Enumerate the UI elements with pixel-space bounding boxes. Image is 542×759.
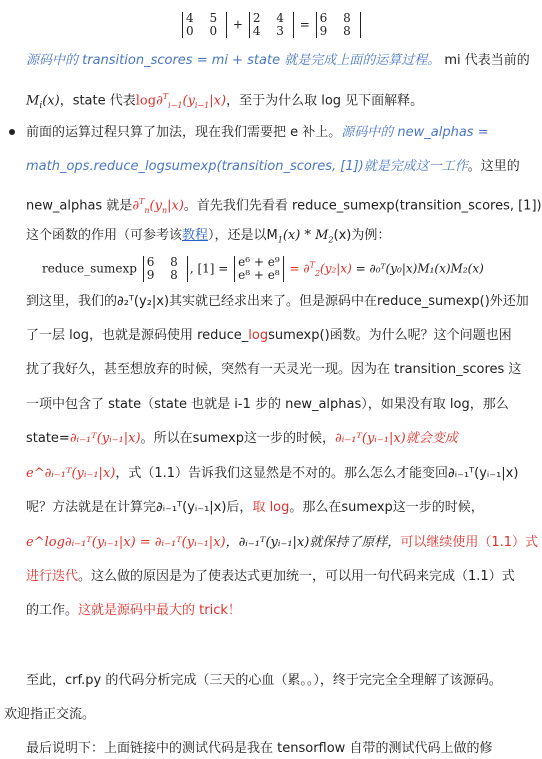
take-log: 取 log bbox=[252, 500, 290, 515]
matrix-equation bbox=[180, 12, 363, 38]
math-Mx: (x) bbox=[42, 93, 60, 109]
bullet-line10 bbox=[26, 465, 518, 483]
para1-tail: ，至于为什么取 log 见下面解释。 bbox=[226, 93, 424, 109]
eq-partial: = ∂ bbox=[289, 261, 310, 276]
eq-exp-matrix bbox=[234, 256, 284, 282]
math-yn: (y bbox=[149, 198, 162, 214]
eq-arg: , [1] bbox=[189, 261, 215, 276]
eq-matrix-row1: 6 8 bbox=[146, 255, 184, 269]
eq-result: = ∂₀ᵀ(y₀|x)M₁(x)M₂(x) bbox=[355, 261, 484, 276]
bullet-line9 bbox=[26, 430, 458, 448]
bullet-blue-code: math_ops.reduce_logsumexp(transition_scores, [1])就是完成这一工作 bbox=[26, 159, 468, 174]
bullet-line11 bbox=[26, 499, 484, 517]
bullet-line7: 扰了我好久，甚至想放弃的时候，突然有一天灵光一现。因为在 transition_scores 这 bbox=[26, 362, 522, 377]
method-text: 呢？方法就是在计算完∂ᵢ₋₁ᵀ(yᵢ₋₁|x)后， bbox=[26, 500, 253, 515]
iterate-text2: 进行迭代 bbox=[26, 569, 79, 584]
exp-log-eq: e^log∂ᵢ₋₁ᵀ(yᵢ₋₁|x) = ∂ᵢ₋₁ᵀ(yᵢ₋₁|x) bbox=[26, 535, 226, 550]
outro-line1: 至此，crf.py 的代码分析完成（三天的心血（累。。），终于完完全全理解了该源码。 bbox=[26, 673, 502, 688]
eq-y2: (y₂|x) bbox=[320, 261, 352, 276]
bullet-text: 前面的运算过程只算了加法，现在我们需要把 e 补上。 bbox=[26, 125, 342, 140]
math-M1M2: (x) * M bbox=[282, 228, 329, 243]
math-M: M bbox=[26, 93, 40, 109]
math-y: (y bbox=[182, 93, 195, 109]
plus-sign: + bbox=[232, 17, 243, 32]
tutorial-link[interactable]: 教程 bbox=[182, 228, 209, 243]
trick-text: 这就是源码中最大的 trick！ bbox=[78, 603, 241, 618]
bullet-line8: 一项中包含了 state（state 也就是 i-1 步的 new_alphas），如果没有取 log，那么 bbox=[26, 397, 509, 412]
log-text1: 了一层 log，也就是源码使用 reduce_ bbox=[26, 328, 249, 343]
equals-sign: = bbox=[299, 17, 310, 32]
example-text: ），还是以M bbox=[208, 228, 278, 243]
matrix-c-row2: 9 8 bbox=[319, 24, 357, 38]
matrix-a bbox=[182, 12, 227, 38]
bullet-line14 bbox=[26, 602, 241, 620]
math-x: |x) bbox=[209, 93, 227, 109]
math-x2: |x) bbox=[167, 198, 184, 214]
wrong-text: ，式（1.1）告诉我们这显然是不对的。那么怎么才能变回∂ᵢ₋₁ᵀ(yᵢ₋₁|x) bbox=[115, 466, 519, 481]
method-tail: 。那么在sumexp这一步的时候， bbox=[289, 500, 484, 515]
log-highlight: log bbox=[248, 328, 269, 343]
outro-line3: 最后说明下：上面链接中的测试代码是我在 tensorflow 自带的测试代码上做的修 bbox=[26, 741, 493, 756]
bullet-line2 bbox=[26, 158, 520, 176]
iterate-text: 可以继续使用（1.1）式 bbox=[400, 535, 539, 550]
becomes-text: ∂ᵢ₋₁ᵀ(yᵢ₋₁|x)就会变成 bbox=[335, 431, 458, 446]
new-alphas-text: new_alphas 就是 bbox=[26, 198, 133, 214]
para1-text: mi 代表当前的 bbox=[444, 53, 530, 68]
sumexp-equation: reduce_sumexp 6 8 9 8 , [1] = e⁶ + e⁹ e⁸ + e⁸ = ∂$^T_2$(y₂|x) = ∂₀ᵀ(y₀|x)M₁(x)M₂(x) bbox=[42, 255, 484, 282]
eq-func: reduce_sumexp bbox=[42, 261, 137, 276]
para1-blue-text: 源码中的 transition_scores = mi + state 就是完成上面的运算过程。 bbox=[26, 53, 441, 68]
bullet-line5: 到这里，我们的∂₂ᵀ(y₂|x)其实就已经求出来了。但是源码中在reduce_sumexp()外还加 bbox=[26, 294, 529, 309]
outro-line2: 欢迎指正交流。 bbox=[4, 707, 96, 722]
eq-exp-row1: e⁶ + e⁹ bbox=[238, 255, 280, 269]
matrix-b-row1: 2 4 bbox=[252, 11, 290, 25]
matrix-a-row1: 4 5 bbox=[186, 11, 224, 25]
bullet-line13 bbox=[26, 568, 515, 586]
work-text: 的工作。 bbox=[26, 603, 79, 618]
exp-partial: e^∂ᵢ₋₁ᵀ(yᵢ₋₁|x) bbox=[26, 466, 116, 481]
bullet-line6 bbox=[26, 327, 512, 345]
matrix-c-row1: 6 8 bbox=[319, 11, 357, 25]
keep-text: ，∂ᵢ₋₁ᵀ(yᵢ₋₁|x)就保持了原样， bbox=[225, 535, 401, 550]
state-eq: state= bbox=[26, 431, 70, 446]
bullet-dot bbox=[9, 129, 15, 135]
bullet-line1 bbox=[26, 124, 489, 142]
state-partial: ∂ᵢ₋₁ᵀ(yᵢ₋₁|x) bbox=[69, 431, 141, 446]
math-partial: ∂ bbox=[132, 198, 140, 214]
matrix-c bbox=[316, 12, 361, 38]
matrix-b-row2: 4 3 bbox=[252, 24, 290, 38]
bullet-text2: 。这里的 bbox=[467, 159, 520, 174]
bullet-line12 bbox=[26, 534, 538, 552]
reason-text: 。这么做的原因是为了使表达式更加统一，可以用一句代码来完成（1.1）式 bbox=[78, 569, 515, 584]
eq-matrix-row2: 9 8 bbox=[146, 268, 184, 282]
bullet-line4: 这个函数的作用（可参考该教程），还是以$M_1(x) * M_2(x)$为例： bbox=[26, 228, 391, 245]
para1-line1 bbox=[26, 52, 530, 70]
math-M-sub: i bbox=[39, 100, 43, 111]
bullet-line3: new_alphas 就是$\partial^T_n(y_n|x)$。首先我们先看看 reduce_sumexp(transition_scores, [1]) bbox=[26, 197, 542, 215]
example-tail: (x)为例： bbox=[333, 228, 391, 243]
eq-matrix bbox=[143, 256, 188, 282]
function-text: 这个函数的作用（可参考该 bbox=[26, 228, 183, 243]
sumexp-step: 。所以在sumexp这一步的时候， bbox=[140, 431, 335, 446]
matrix-b bbox=[249, 12, 294, 38]
para1-line2: $M_i(x)$，state 代表$\log\partial^T_{i-1}(y_{i-1}|x)$，至于为什么取 log 见下面解释。 bbox=[26, 92, 424, 111]
matrix-a-row2: 0 0 bbox=[186, 24, 224, 38]
bullet-blue-text: 源码中的 new_alphas = bbox=[341, 125, 489, 140]
eq-exp-row2: e⁸ + e⁸ bbox=[238, 268, 280, 282]
reduce-sumexp-text: 。首先我们先看看 reduce_sumexp(transition_scores, [1]) bbox=[183, 198, 542, 214]
math-log: log∂ bbox=[135, 93, 163, 109]
log-text2: sumexp()函数。为什么呢？这个问题也困 bbox=[268, 328, 512, 343]
para1-state-text: ，state 代表 bbox=[59, 93, 136, 109]
